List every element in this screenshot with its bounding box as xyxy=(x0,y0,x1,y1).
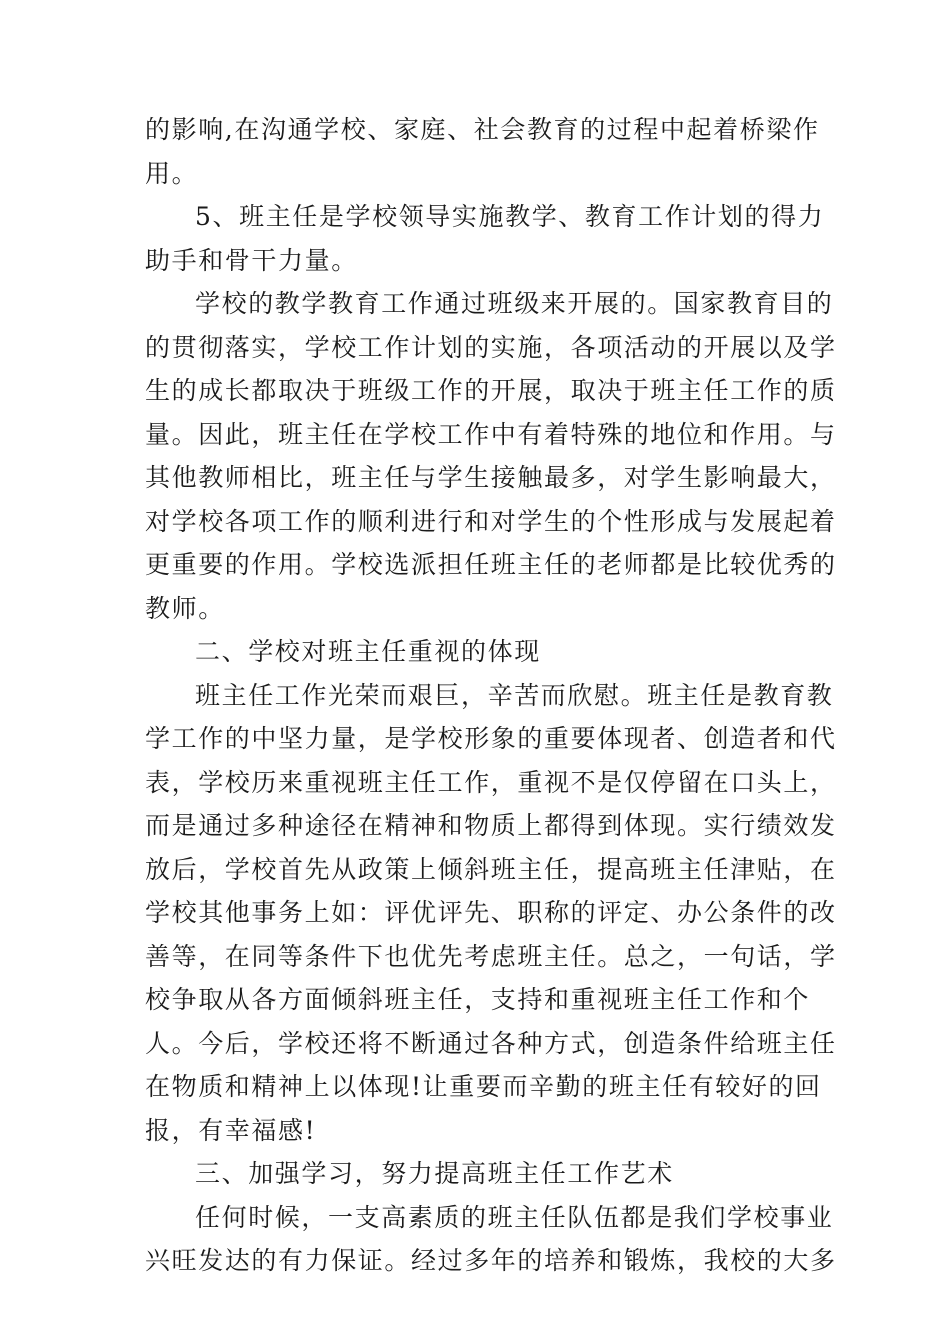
text-line: 放后，学校首先从政策上倾斜班主任，提高班主任津贴，在 xyxy=(145,854,837,884)
text-line: 校争取从各方面倾斜班主任，支持和重视班主任工作和个 xyxy=(145,985,811,1014)
text-line: 三、加强学习，努力提高班主任工作艺术 xyxy=(195,1159,674,1188)
text-line: 报，有幸福感! xyxy=(145,1115,317,1145)
text-line: 的贯彻落实，学校工作计划的实施，各项活动的开展以及学 xyxy=(145,332,837,362)
text-line: 学工作的中坚力量，是学校形象的重要体现者、创造者和代 xyxy=(145,724,837,753)
text-line: 教师。 xyxy=(145,593,225,623)
text-line: 对学校各项工作的顺利进行和对学生的个性形成与发展起着 xyxy=(145,506,837,536)
text-line: 任何时候，一支高素质的班主任队伍都是我们学校事业 xyxy=(195,1202,834,1232)
text-line: 学校其他事务上如：评优评先、职称的评定、办公条件的改 xyxy=(145,898,837,927)
text-line: 用。 xyxy=(145,158,199,188)
text-line: 助手和骨干力量。 xyxy=(145,245,358,275)
text-line: 生的成长都取决于班级工作的开展，取决于班主任工作的质 xyxy=(145,376,837,405)
text-line: 更重要的作用。学校选派担任班主任的老师都是比较优秀的 xyxy=(145,550,837,579)
text-line: 5、班主任是学校领导实施教学、教育工作计划的得力 xyxy=(195,202,825,231)
text-line: 班主任工作光荣而艰巨，辛苦而欣慰。班主任是教育教 xyxy=(195,680,834,710)
document-body xyxy=(145,108,837,1283)
text-line: 表，学校历来重视班主任工作，重视不是仅停留在口头上， xyxy=(145,767,837,797)
text-line: 善等，在同等条件下也优先考虑班主任。总之，一句话，学 xyxy=(145,941,837,971)
text-line: 人。今后，学校还将不断通过各种方式，创造条件给班主任 xyxy=(145,1028,837,1058)
text-line: 兴旺发达的有力保证。经过多年的培养和锻炼，我校的大多 xyxy=(145,1246,837,1275)
text-line: 二、学校对班主任重视的体现 xyxy=(195,637,541,666)
text-line: 而是通过多种途径在精神和物质上都得到体现。实行绩效发 xyxy=(145,811,837,840)
text-line: 的影响,在沟通学校、家庭、社会教育的过程中起着桥梁作 xyxy=(145,115,820,144)
text-line: 其他教师相比，班主任与学生接触最多，对学生影响最大， xyxy=(145,463,837,492)
text-line: 在物质和精神上以体现!让重要而辛勤的班主任有较好的回 xyxy=(145,1072,822,1101)
text-line: 量。因此，班主任在学校工作中有着特殊的地位和作用。与 xyxy=(145,419,837,449)
text-line: 学校的教学教育工作通过班级来开展的。国家教育目的 xyxy=(195,289,834,318)
